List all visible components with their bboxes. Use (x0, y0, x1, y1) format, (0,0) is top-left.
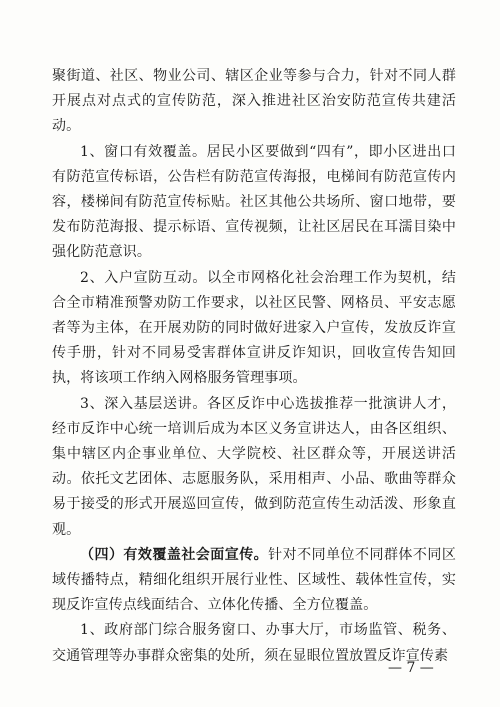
paragraph-grassroots-lectures (52, 392, 456, 543)
paragraph-section-four (52, 543, 456, 619)
paragraph-text: 3、深入基层送讲。各区反诈中心选拔推荐一批演讲人才，经市反诈中心统一培训后成为本区义务宣讲达人，由各区组织、集中辖区内企事业单位、大学院校、社区群众等，开展送讲活动。依托文艺团体、志愿服务队，采用相声、小品、歌曲等群众易于接受的形式开展巡回宣传，做到防范宣传生动活泼、形象直观。 (52, 395, 456, 538)
paragraph-text: 2、入户宣防互动。以全市网格化社会治理工作为契机，结合全市精准预警劝防工作要求，以社区民警、网格员、平安志愿者等为主体，在开展劝防的同时做好进家入户宣传，发放反诈宣传手册，针对不同易受害群体宣讲反诈知识，回收宣传告知回执，将该项工作纳入网格服务管理事项。 (52, 269, 456, 387)
document-body (52, 64, 456, 669)
paragraph-window-coverage (52, 140, 456, 266)
paragraph-text: 1、窗口有效覆盖。居民小区要做到“四有”，即小区进出口有防范宣传标语，公告栏有防范宣传海报，电梯间有防范宣传内容，楼梯间有防范宣传标贴。社区其他公共场所、窗口地带，要发布防范海报、提示标语、宣传视频，让社区居民在耳濡目染中强化防范意识。 (52, 143, 456, 261)
paragraph-text: 聚街道、社区、物业公司、辖区企业等参与合力，针对不同人群开展点对点式的宣传防范，深入推进社区治安防范宣传共建活动。 (52, 68, 456, 135)
paragraph-text: 1、政府部门综合服务窗口、办事大厅，市场监管、税务、交通管理等办事群众密集的处所，须在显眼位置放置反诈宣传素 (52, 622, 456, 664)
section-heading: （四）有效覆盖社会面宣传。 (80, 546, 269, 563)
paragraph-home-visits (52, 266, 456, 392)
page-number: — 7 — (388, 660, 434, 676)
paragraph-text: 针对不同单位不同群体不同区域传播特点，精细化组织开展行业性、区域性、载体性宣传，实现反诈宣传点线面结合、立体化传播、全方位覆盖。 (52, 546, 457, 614)
paragraph-continuation (52, 64, 456, 140)
